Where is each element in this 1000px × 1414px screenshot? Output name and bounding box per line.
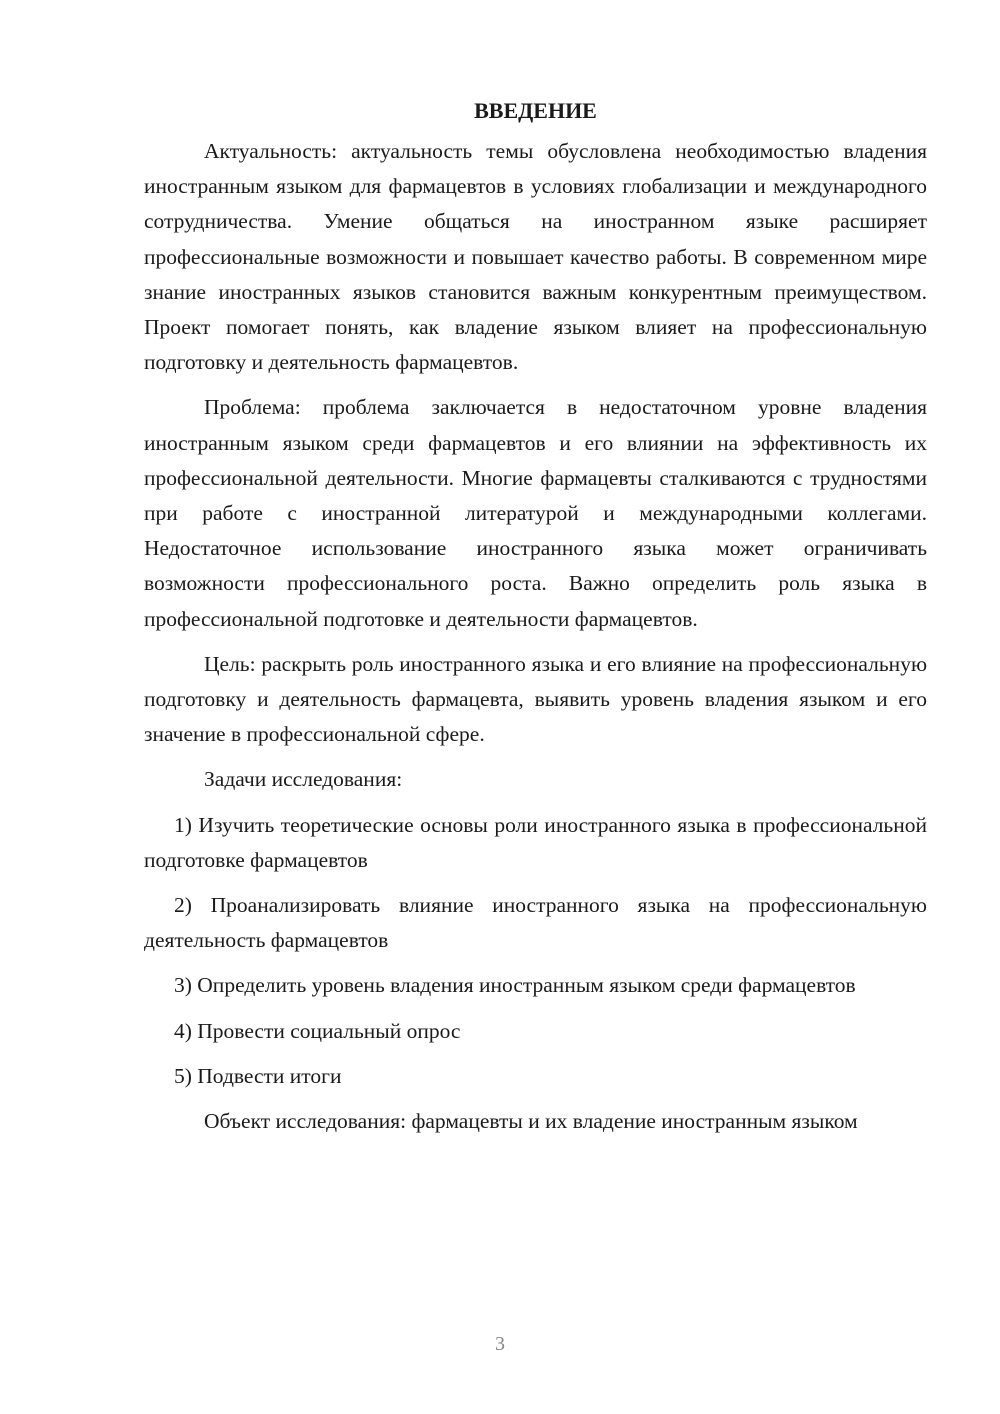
goal-paragraph: Цель: раскрыть роль иностранного языка и его влияние на профессиональную подготовку и деятельность фармацевта, выявить уровень владения языком и его значение в профессиональной сфере. [144,651,927,747]
tasks-heading: Задачи исследования: [204,767,403,792]
problem-paragraph: Проблема: проблема заключается в недостаточном уровне владения иностранным языком среди фармацевтов и его влиянии на эффективность их профессиональной деятельности. Многие фармацевты сталкиваются с трудностями при работе с иностранной литературой и международными коллегами. Недостаточное использование иностранного языка может ограничивать возможности профессионального роста. Важно определить роль языка в профессиональной подготовке и деятельности фармацевтов. [144,395,927,631]
page-content [144,93,927,1149]
page-number: 3 [495,1333,505,1355]
task-item: 4) Провести социальный опрос [174,1018,461,1043]
section-title: ВВЕДЕНИЕ [474,98,597,123]
task-item: 3) Определить уровень владения иностранным языком среди фармацевтов [174,973,856,998]
task-item: 1) Изучить теоретические основы роли иностранного языка в профессиональной подготовке фармацевтов [144,812,927,872]
relevance-paragraph: Актуальность: актуальность темы обусловлена необходимостью владения иностранным языком для фармацевтов в условиях глобализации и международного сотрудничества. Умение общаться на иностранном языке расширяет профессиональные возможности и повышает качество работы. В современном мире знание иностранных языков становится важным конкурентным преимуществом. Проект помогает понять, как владение языком влияет на профессиональную подготовку и деятельность фармацевтов. [144,139,927,375]
task-item: 2) Проанализировать влияние иностранного языка на профессиональную деятельность фармацевтов [144,893,927,953]
object-paragraph: Объект исследования: фармацевты и их владение иностранным языком [204,1109,858,1134]
task-item: 5) Подвести итоги [174,1063,342,1088]
